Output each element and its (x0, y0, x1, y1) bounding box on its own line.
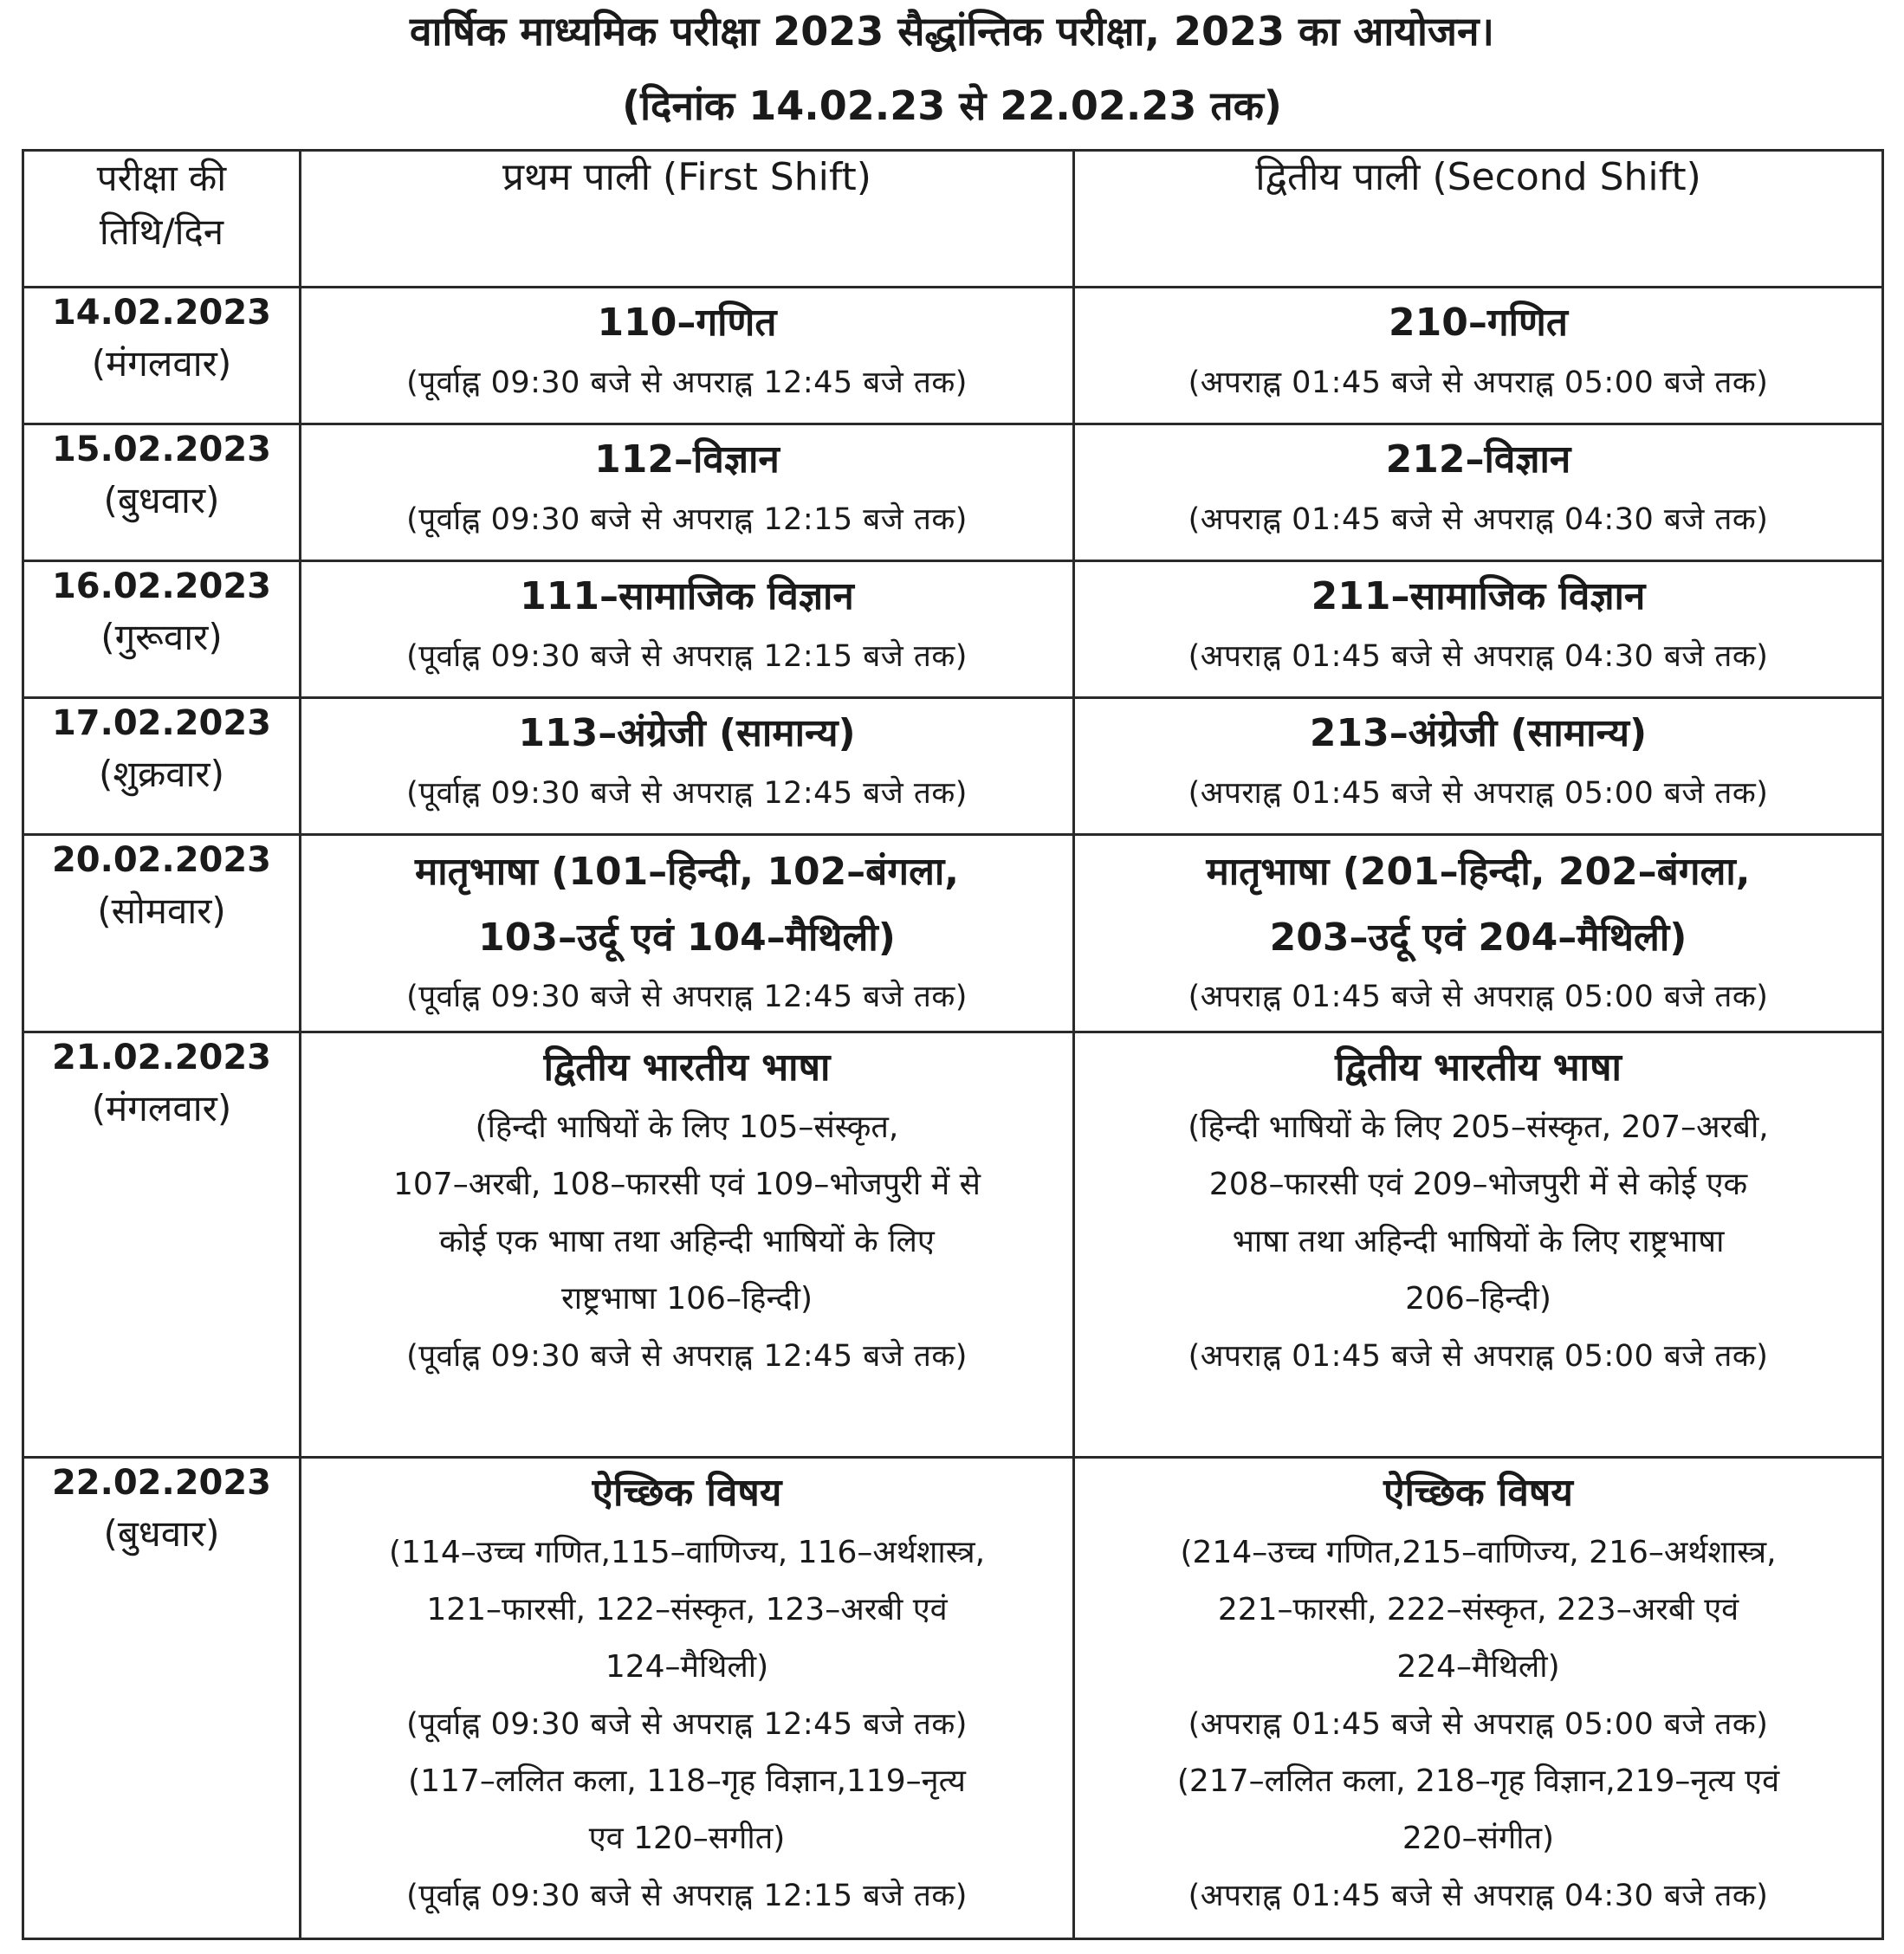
header-second-shift-label: द्वितीय पाली (Second Shift) (1255, 155, 1701, 199)
first-shift-cell (301, 698, 1074, 835)
exam-time: (पूर्वाह्न 09:30 बजे से अपराह्न 12:45 बजे तक) (406, 366, 968, 400)
date-cell (23, 1032, 301, 1458)
subject-note-line: (214–उच्च गणित,215–वाणिज्य, 216–अर्थशास्त्र, (1180, 1535, 1777, 1570)
exam-day: (बुधवार) (103, 479, 220, 521)
table-row (23, 835, 1883, 1032)
subject-line: मातृभाषा (201–हिन्दी, 202–बंगला, (1206, 850, 1751, 894)
subject-note-line: कोई एक भाषा तथा अहिन्दी भाषियों के लिए (439, 1224, 935, 1259)
subject: 113–अंग्रेजी (सामान्य) (518, 711, 856, 755)
subject: 212–विज्ञान (1385, 437, 1571, 482)
subject: 213–अंग्रेजी (सामान्य) (1309, 711, 1648, 755)
first-shift-cell (301, 561, 1074, 698)
exam-time: (अपराह्न 01:45 बजे से अपराह्न 04:30 बजे तक) (1188, 639, 1769, 674)
first-shift-cell (301, 835, 1074, 1032)
subject: द्वितीय भारतीय भाषा (543, 1045, 831, 1090)
header-date-line2: तिथि/दिन (99, 210, 224, 253)
table-row (23, 698, 1883, 835)
first-shift-cell (301, 1032, 1074, 1458)
second-shift-cell (1074, 1458, 1883, 1939)
exam-day: (मंगलवार) (91, 342, 232, 385)
exam-time: (पूर्वाह्न 09:30 बजे से अपराह्न 12:15 बजे तक) (406, 502, 968, 537)
exam-time: (पूर्वाह्न 09:30 बजे से अपराह्न 12:45 बजे तक) (406, 776, 968, 811)
subject: 211–सामाजिक विज्ञान (1311, 574, 1646, 618)
header-date-day (23, 151, 301, 288)
exam-time: (पूर्वाह्न 09:30 बजे से अपराह्न 12:15 बजे तक) (406, 639, 968, 674)
table-row (23, 288, 1883, 424)
exam-time: (अपराह्न 01:45 बजे से अपराह्न 05:00 बजे तक) (1188, 366, 1769, 400)
subject-note-line: (हिन्दी भाषियों के लिए 105–संस्कृत, (475, 1110, 899, 1145)
table-header-row (23, 151, 1883, 288)
subject-note-line: 208–फारसी एवं 209–भोजपुरी में से कोई एक (1208, 1167, 1748, 1202)
subject: 110–गणित (597, 301, 777, 345)
header-second-shift (1074, 151, 1883, 288)
date-cell (23, 561, 301, 698)
table-row (23, 424, 1883, 561)
exam-time: (अपराह्न 01:45 बजे से अपराह्न 05:00 बजे तक) (1188, 980, 1769, 1014)
date-cell (23, 424, 301, 561)
date-cell (23, 288, 301, 424)
document-title: वार्षिक माध्यमिक परीक्षा 2023 सैद्धांन्तिक परीक्षा, 2023 का आयोजन। (410, 8, 1494, 55)
subject-note-line: 224–मैथिली) (1396, 1649, 1560, 1685)
second-shift-cell (1074, 561, 1883, 698)
subject: 111–सामाजिक विज्ञान (520, 574, 854, 618)
exam-date: 17.02.2023 (51, 703, 272, 743)
subject-note-line: 221–फारसी, 222–संस्कृत, 223–अरबी एवं (1217, 1592, 1739, 1627)
subject: 112–विज्ञान (594, 437, 780, 482)
exam-date: 20.02.2023 (51, 840, 272, 880)
second-shift-cell (1074, 698, 1883, 835)
subject-note-line: 124–मैथिली) (605, 1649, 769, 1685)
second-shift-cell (1074, 1032, 1883, 1458)
exam-time: (अपराह्न 01:45 बजे से अपराह्न 05:00 बजे तक) (1188, 1707, 1769, 1742)
first-shift-cell (301, 424, 1074, 561)
subject: ऐच्छिक विषय (592, 1471, 782, 1515)
subject: 210–गणित (1389, 301, 1568, 345)
subject-note-line: (114–उच्च गणित,115–वाणिज्य, 116–अर्थशास्त्र, (388, 1535, 986, 1570)
exam-date: 16.02.2023 (51, 566, 272, 606)
date-cell (23, 1458, 301, 1939)
date-cell (23, 698, 301, 835)
exam-day: (बुधवार) (103, 1512, 220, 1555)
subject-line: 203–उर्दू एवं 204–मैथिली) (1269, 916, 1687, 960)
subject-note-line: (217–ललित कला, 218–गृह विज्ञान,219–नृत्य एवं (1176, 1763, 1780, 1799)
second-shift-cell (1074, 288, 1883, 424)
header-first-shift-label: प्रथम पाली (First Shift) (502, 155, 871, 199)
exam-time: (पूर्वाह्न 09:30 बजे से अपराह्न 12:15 बजे तक) (406, 1879, 968, 1913)
exam-time: (अपराह्न 01:45 बजे से अपराह्न 04:30 बजे तक) (1188, 1879, 1769, 1913)
subject-note-line: राष्ट्रभाषा 106–हिन्दी) (560, 1281, 813, 1317)
exam-date: 22.02.2023 (51, 1463, 272, 1503)
first-shift-cell (301, 1458, 1074, 1939)
subject-note-line: (हिन्दी भाषियों के लिए 205–संस्कृत, 207–अरबी, (1188, 1110, 1769, 1145)
subject-note-line: 107–अरबी, 108–फारसी एवं 109–भोजपुरी में से (393, 1167, 981, 1202)
subject-note-line: 121–फारसी, 122–संस्कृत, 123–अरबी एवं (426, 1592, 948, 1627)
exam-time: (पूर्वाह्न 09:30 बजे से अपराह्न 12:45 बजे तक) (406, 1339, 968, 1374)
table-row (23, 561, 1883, 698)
exam-time: (अपराह्न 01:45 बजे से अपराह्न 05:00 बजे तक) (1188, 1339, 1769, 1374)
subject-note-line: 206–हिन्दी) (1405, 1281, 1551, 1317)
subject-line: 103–उर्दू एवं 104–मैथिली) (478, 916, 896, 960)
second-shift-cell (1074, 835, 1883, 1032)
subject: ऐच्छिक विषय (1383, 1471, 1573, 1515)
second-shift-cell (1074, 424, 1883, 561)
exam-day: (मंगलवार) (91, 1087, 232, 1129)
first-shift-cell (301, 288, 1074, 424)
subject-note-line: एव 120–सगीत) (588, 1821, 786, 1856)
header-date-line1: परीक्षा की (96, 157, 227, 199)
exam-time: (अपराह्न 01:45 बजे से अपराह्न 04:30 बजे तक) (1188, 502, 1769, 537)
exam-date: 21.02.2023 (51, 1038, 272, 1077)
exam-date: 15.02.2023 (51, 430, 272, 469)
table-row (23, 1032, 1883, 1458)
exam-schedule-table (22, 149, 1884, 1940)
subject-line: मातृभाषा (101–हिन्दी, 102–बंगला, (414, 850, 960, 894)
subject: द्वितीय भारतीय भाषा (1335, 1045, 1622, 1090)
exam-time: (पूर्वाह्न 09:30 बजे से अपराह्न 12:45 बजे तक) (406, 1707, 968, 1742)
exam-time: (अपराह्न 01:45 बजे से अपराह्न 05:00 बजे तक) (1188, 776, 1769, 811)
exam-day: (गुरूवार) (100, 616, 223, 658)
document-date-range: (दिनांक 14.02.23 से 22.02.23 तक) (622, 82, 1282, 129)
header-first-shift (301, 151, 1074, 288)
table-row (23, 1458, 1883, 1939)
exam-day: (शुक्रवार) (99, 753, 224, 795)
exam-day: (सोमवार) (97, 890, 226, 932)
exam-time: (पूर्वाह्न 09:30 बजे से अपराह्न 12:45 बजे तक) (406, 980, 968, 1014)
subject-note-line: (117–ललित कला, 118–गृह विज्ञान,119–नृत्य (408, 1763, 966, 1799)
subject-note-line: 220–संगीत) (1402, 1821, 1555, 1856)
exam-date: 14.02.2023 (51, 293, 272, 333)
subject-note-line: भाषा तथा अहिन्दी भाषियों के लिए राष्ट्रभाषा (1232, 1224, 1725, 1259)
date-cell (23, 835, 301, 1032)
